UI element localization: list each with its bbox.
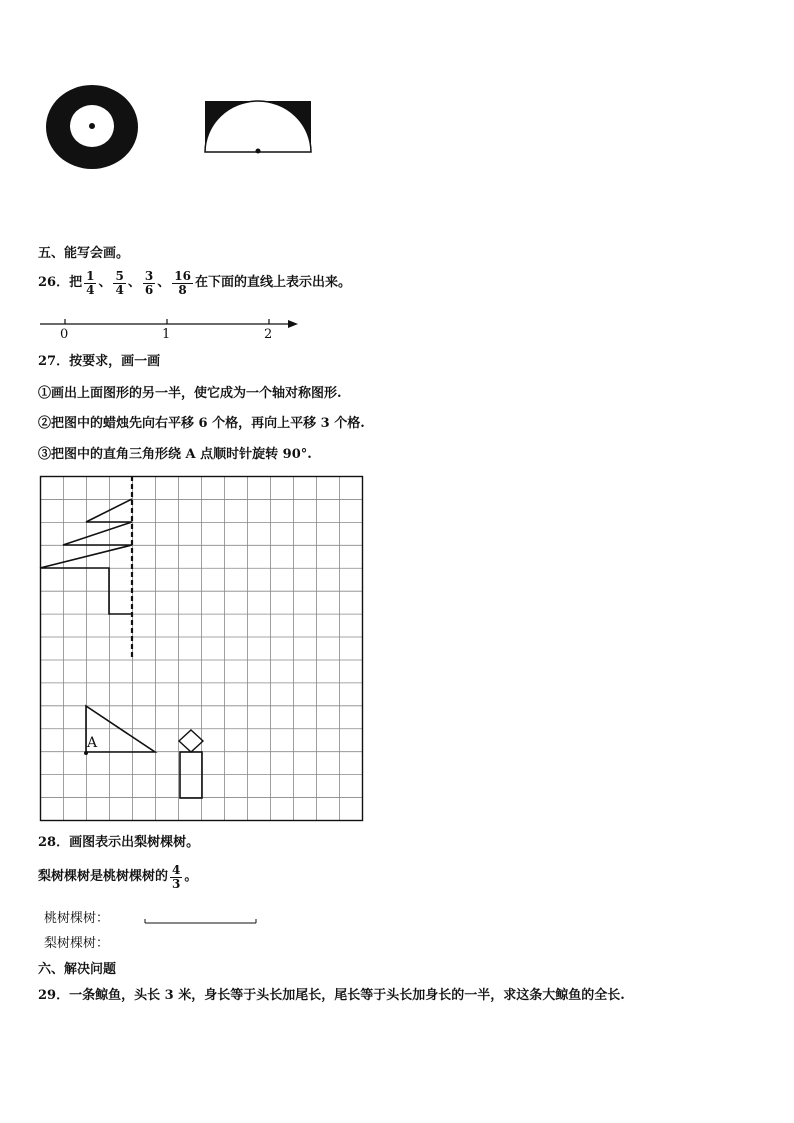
axis-label-2: 2 [264, 327, 273, 342]
question-28-title: 28．画图表示出梨树棵树。 [38, 835, 200, 850]
separator: 、 [98, 275, 112, 290]
question-27-task-2: ②把图中的蜡烛先向右平移 6 个格，再向上平移 3 个格. [38, 416, 365, 431]
fraction-16-8: $\frac{16}{8}$ [174, 268, 191, 297]
section-six-title: 六、解决问题 [38, 962, 117, 977]
semicircle-rect-figure [204, 100, 314, 156]
question-26-prefix: 把 [69, 275, 83, 290]
peach-label: 桃树棵树： [44, 911, 110, 926]
separator: 、 [127, 275, 141, 290]
point-a-label: A [87, 735, 98, 751]
peach-segment [144, 916, 258, 926]
question-26-suffix: 在下面的直线上表示出来。 [194, 275, 351, 290]
point-a [84, 751, 88, 755]
question-27-task-1: ①画出上面图形的另一半，使它成为一个轴对称图形. [38, 386, 342, 401]
question-29: 29．一条鲸鱼，头长 3 米，身长等于头长加尾长，尾长等于头长加身长的一半，求这条大鲸鱼的全长. [38, 988, 625, 1003]
section-five-title: 五、能写会画。 [38, 246, 130, 261]
candle-flame [179, 730, 203, 752]
question-27-title: 27．按要求，画一画 [38, 354, 161, 369]
fraction-4-3: $\frac{4}{3}$ [172, 862, 181, 891]
axis-label-0: 0 [60, 327, 69, 342]
fraction-1-4: $\frac{1}{4}$ [86, 268, 95, 297]
question-28-suffix: 。 [184, 869, 198, 884]
separator: 、 [157, 275, 171, 290]
pear-label: 梨树棵树： [44, 936, 110, 951]
question-28-prefix: 梨树棵树是桃树棵树的 [38, 869, 169, 884]
ring-figure [44, 84, 140, 172]
drawing-grid[interactable] [40, 476, 364, 822]
grid-lines [40, 476, 362, 820]
question-26 [38, 263, 351, 303]
fraction-3-6: $\frac{3}{6}$ [144, 268, 154, 297]
question-28-statement [38, 857, 197, 897]
fraction-5-4: $\frac{5}{4}$ [115, 268, 124, 297]
question-27-task-3: ③把图中的直角三角形绕 A 点顺时针旋转 90°. [38, 447, 312, 462]
half-tree-shape [40, 499, 132, 614]
axis-label-1: 1 [162, 327, 171, 342]
question-26-number: 26． [38, 275, 70, 290]
